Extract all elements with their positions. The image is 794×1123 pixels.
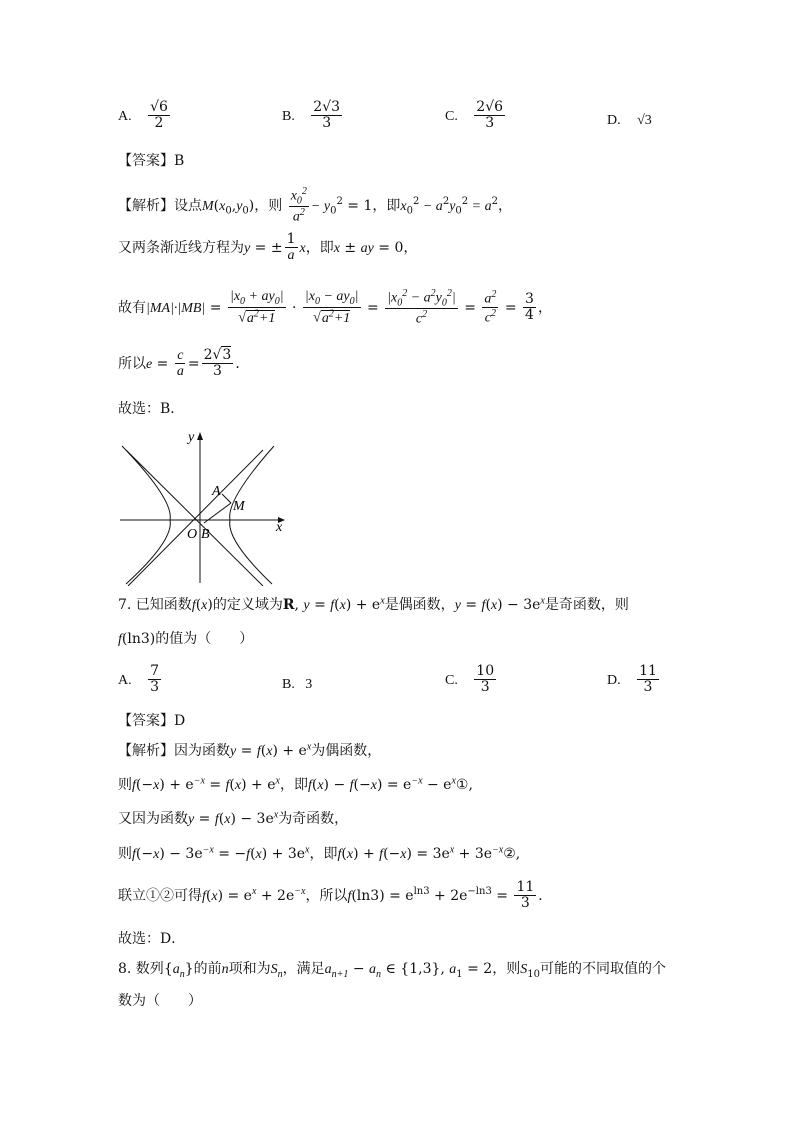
q7-option-d-den: 3 — [643, 679, 653, 696]
q8-stem-line2: 数为（ ） — [118, 993, 202, 1009]
q8-stem-c: 项和为 — [228, 961, 271, 977]
q6-analysis-line3: 故有|MA|·|MB| = $\frac{|x_0 + ay_0|}{√a^2+1}$ · $\frac{|x_0 - ay_0|}{√a^2+1}$ = $\frac{|x_0^2 - a^2y_0^2|}{c^2}$ = $\frac{a^2}{c^2}$ = $\frac{3}{4}$ ， — [118, 288, 552, 328]
q7-stem-line1: 7. 已知函数f(x)的定义域为R, $y = f(x) + e^x$是偶函数，$y = f(x) - 3e^x$是奇函数，则 — [118, 595, 629, 613]
q6-line1-mid: ，则 — [254, 197, 283, 214]
hyperbola-figure — [118, 428, 293, 586]
q7-analysis-line3: 又因为函数$y = f(x) - 3e^x$为奇函数， — [118, 809, 349, 827]
q8-stem-a: 8. 数列 — [118, 961, 164, 977]
q6-choose: 故选：B． — [118, 401, 185, 417]
q7-answer: 【答案】D — [118, 713, 186, 729]
q8-stem-b: 的前 — [193, 961, 222, 977]
hyperbola-right-branch — [230, 446, 274, 584]
q6-option-d-value: √3 — [637, 113, 652, 128]
q6-option-a-num: √6 — [150, 99, 168, 115]
hyperbola-left-branch — [122, 446, 170, 584]
q6-option-a — [118, 100, 172, 132]
q6-line2-head: 又两条渐近线方程为 — [118, 239, 244, 256]
q6-option-d-label: D. — [607, 113, 621, 128]
q7-a4-mid: ，即 — [309, 846, 338, 862]
label-b: B — [201, 527, 210, 542]
q6-line3-head: 故有 — [118, 299, 146, 316]
q7-stem-b: 的定义域为 — [212, 597, 283, 613]
q7-a5-mid: ，所以 — [305, 887, 348, 904]
q7-option-d-label: D. — [607, 672, 621, 688]
label-m: M — [233, 499, 245, 514]
label-y: y — [188, 430, 195, 445]
q6-option-a-den: 2 — [154, 115, 164, 132]
q7-option-a-den: 3 — [150, 679, 159, 696]
q6-option-c-den: 3 — [485, 115, 495, 132]
q6-analysis-head: 【解析】设点 — [118, 197, 202, 214]
q6-option-c-num: 2√6 — [476, 99, 504, 115]
q7-a3-tail: 为奇函数， — [278, 811, 349, 827]
q7-option-c — [445, 664, 498, 696]
q7-a1-head: 【解析】因为函数 — [118, 743, 230, 759]
q7-a2-tail: ①, — [455, 777, 473, 793]
y-axis-arrow — [197, 432, 203, 440]
q6-option-b-num: 2√3 — [313, 99, 341, 115]
q7-option-a-label: A. — [118, 672, 132, 688]
q7-option-d — [607, 664, 661, 696]
q7-analysis-line2: 则$f(-x) + e^{-x} = f(x) + e^x$，即$f(x) - f(-x) = e^{-x}$ − $e^x①$, — [118, 775, 473, 793]
q6-option-a-label: A. — [118, 108, 132, 124]
q7-analysis-line1: 【解析】因为函数$y = f(x) + e^x$为偶函数， — [118, 741, 382, 759]
q7-a2-head: 则 — [118, 777, 132, 793]
q7-option-b-value: 3 — [305, 677, 313, 692]
q6-option-b — [282, 100, 344, 132]
q6-option-c — [445, 100, 507, 132]
segment-ma — [222, 494, 231, 503]
q7-stem2-b: 的值为（ ） — [155, 631, 254, 647]
q6-option-c-label: C. — [445, 108, 458, 124]
q7-option-d-num: 11 — [639, 663, 657, 679]
q6-option-d — [607, 112, 652, 129]
q7-option-b-label: B. — [282, 677, 295, 692]
q6-line4-head: 所以 — [118, 355, 146, 372]
q7-option-a-num: 7 — [150, 663, 159, 679]
label-a: A — [212, 484, 221, 499]
q7-a5-head: 联立①②可得 — [118, 887, 202, 904]
q7-a3-head: 又因为函数 — [118, 811, 188, 827]
q7-a4-head: 则 — [118, 846, 132, 862]
q7-a4-tail: ②, — [503, 846, 521, 862]
q6-option-b-den: 3 — [322, 115, 332, 132]
q7-a2-mid: ，即 — [279, 777, 308, 793]
q7-option-b — [282, 676, 312, 693]
q8-stem-d: ，满足 — [282, 961, 325, 977]
q8-stem-e: ，则 — [492, 961, 521, 977]
q8-stem-f: 可能的不同取值的个 — [539, 961, 666, 977]
q7-stem-d: 是奇函数，则 — [544, 597, 629, 613]
q6-analysis-line2: 又两条渐近线方程为y = ± $\frac{1}{a}$ x，即x ± ay = 0， — [118, 231, 418, 264]
q6-answer: 【答案】B — [118, 153, 185, 169]
q7-option-c-den: 3 — [480, 679, 490, 696]
q7-stem-line2: f(ln3)的值为（ ） — [118, 631, 254, 647]
q6-line2-mid: ，即 — [305, 239, 334, 256]
q7-stem-c: 是偶函数， — [384, 597, 455, 613]
q7-analysis-line4: 则$f(-x) - 3e^{-x} = -f(x) + 3e^x$，即$f(x) + f(-x) = 3e^x$ + $3e^{-x}②$, — [118, 844, 521, 862]
label-o: O — [187, 527, 198, 542]
q7-option-a — [118, 664, 163, 696]
q6-line1-tail: ，即 — [372, 197, 401, 214]
label-x: x — [276, 520, 283, 535]
q6-analysis-line4: 所以e = $\frac{c}{a}$ = $\frac{2√3}{3}$ ． — [118, 347, 250, 380]
q8-stem-line1: 8. 数列$\{a_n\}$的前n项和为$S_n$，满足$a_{n+1} - a_n$ ∈ {1,3}, $a_1 = 2$，则$S_{10}$可能的不同取值的个 — [118, 961, 666, 980]
q7-option-c-num: 10 — [476, 663, 495, 679]
q7-stem-a: 7. 已知函数 — [118, 597, 192, 613]
q7-choose: 故选：D． — [118, 931, 186, 947]
q7-a1-tail: 为偶函数， — [311, 743, 382, 759]
q7-analysis-line5: 联立①②可得$f(x) = e^x + 2e^{-x}$，所以$f(\ln 3) = e^{ln3} + 2e^{-ln3}$ = $\frac{11}{3}$ ． — [118, 879, 553, 912]
q6-analysis-line1: 【解析】设点$M(x_0,y_0)$，则 $\frac{x_0^2}{a^2}$ − $y_0^2 = 1$，即$x_0^2 - a^2y_0^2 = a^2$， — [118, 186, 512, 226]
q7-option-c-label: C. — [445, 672, 458, 688]
q6-option-b-label: B. — [282, 108, 295, 124]
